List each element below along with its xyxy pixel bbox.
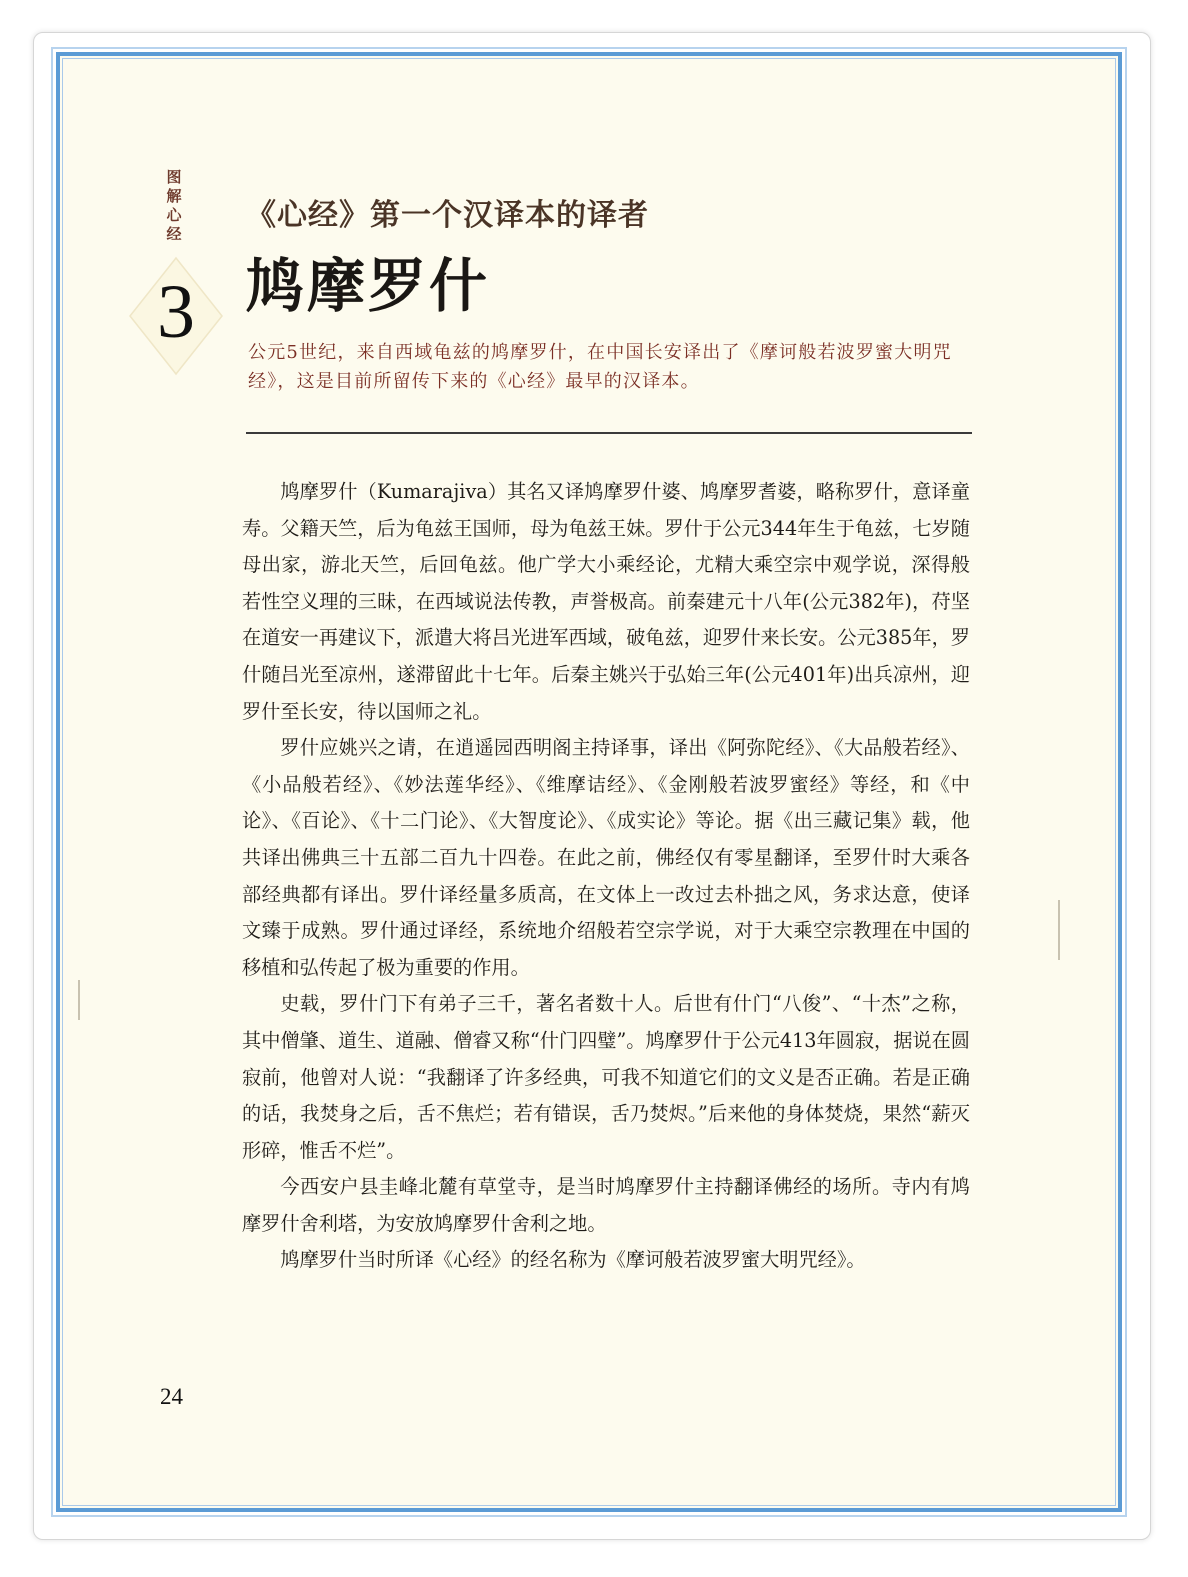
body-paragraph: 罗什应姚兴之请，在逍遥园西明阁主持译事，译出《阿弥陀经》、《大品般若经》、《小品般若经》、《妙法莲华经》、《维摩诘经》、《金刚般若波罗蜜经》等经，和《中论》、《百论》、《十二门论》、《大智度论》、《成实论》等论。据《出三藏记集》载，他共译出佛典三十五部二百九十四卷。在此之前，佛经仅有零星翻译，至罗什时大乘各部经典都有译出。罗什译经量多质高，在文体上一改过去朴拙之风，务求达意，使译文臻于成熟。罗什通过译经，系统地介绍般若空宗学说，对于大乘空宗教理在中国的移植和弘传起了极为重要的作用。 <box>242 736 970 979</box>
scan-mark <box>78 980 80 1020</box>
scan-mark <box>1058 900 1060 960</box>
section-title: 鸠摩罗什 <box>246 252 491 320</box>
chapter-number: 3 <box>157 270 195 354</box>
body-paragraph: 史载，罗什门下有弟子三千，著名者数十人。后世有什门“八俊”、“十杰”之称，其中僧肇、道生、道融、僧睿又称“什门四璧”。鸠摩罗什于公元413年圆寂，据说在圆寂前，他曾对人说：“我翻译了许多经典，可我不知道它们的文义是否正确。若是正确的话，我焚身之后，舌不焦烂；若有错误，舌乃焚烬。”后来他的身体焚烧，果然“薪灭形碎，惟舌不烂”。 <box>242 992 970 1162</box>
divider-rule <box>246 432 972 434</box>
intro-summary: 公元5世纪，来自西域龟兹的鸠摩罗什，在中国长安译出了《摩诃般若波罗蜜大明咒经》，这是目前所留传下来的《心经》最早的汉译本。 <box>248 342 952 392</box>
book-series-label: 图解心经 <box>166 168 182 243</box>
body-paragraph: 今西安户县圭峰北麓有草堂寺，是当时鸠摩罗什主持翻译佛经的场所。寺内有鸠摩罗什舍利塔，为安放鸠摩罗什舍利之地。 <box>242 1175 970 1235</box>
page-number: 24 <box>160 1384 183 1409</box>
body-paragraph: 鸠摩罗什（Kumarajiva）其名又译鸠摩罗什婆、鸠摩罗耆婆，略称罗什，意译童寿。父籍天竺，后为龟兹王国师，母为龟兹王妹。罗什于公元344年生于龟兹，七岁随母出家，游北天竺，后回龟兹。他广学大小乘经论，尤精大乘空宗中观学说，深得般若性空义理的三昧，在西域说法传教，声誉极高。前秦建元十八年(公元382年)，苻坚在道安一再建议下，派遣大将吕光进军西域，破龟兹，迎罗什来长安。公元385年，罗什随吕光至凉州，遂滞留此十七年。后秦主姚兴于弘始三年(公元401年)出兵凉州，迎罗什至长安，待以国师之礼。 <box>242 480 970 723</box>
body-paragraph: 鸠摩罗什当时所译《心经》的经名称为《摩诃般若波罗蜜大明咒经》。 <box>280 1248 866 1272</box>
article-body <box>242 474 970 1279</box>
section-subtitle: 《心经》第一个汉译本的译者 <box>246 198 649 233</box>
